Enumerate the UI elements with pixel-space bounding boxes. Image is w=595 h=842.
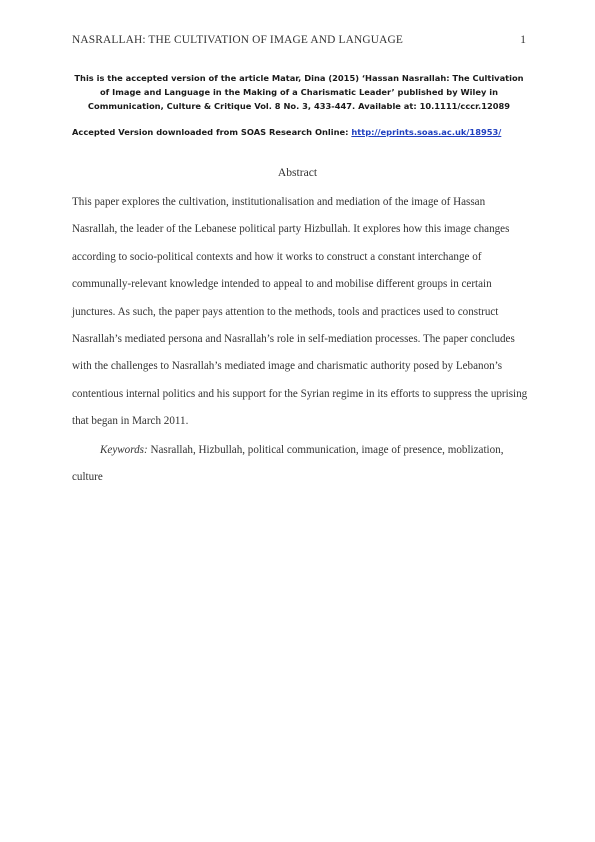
download-statement: [72, 126, 532, 138]
download-label: Accepted Version downloaded from SOAS Research Online:: [72, 127, 352, 137]
keywords-label: Keywords:: [100, 444, 148, 456]
repository-link[interactable]: http://eprints.soas.ac.uk/18953/: [351, 127, 502, 137]
running-head-title: NASRALLAH: THE CULTIVATION OF IMAGE AND LANGUAGE: [72, 34, 403, 46]
abstract-body: This paper explores the cultivation, institutionalisation and mediation of the image of Hassan Nasrallah, the leader of the Lebanese political party Hizbullah. It explores how this image changes according to socio-political contexts and how it works to construct a constant interchange of communally-relevant knowledge intended to appeal to and mobilise different groups in certain junctures. As such, the paper pays attention to the methods, tools and practices used to construct Nasrallah’s mediated persona and Nasrallah’s role in self-mediation processes. The paper concludes with the challenges to Nasrallah’s mediated image and charismatic authority posed by Lebanon’s contentious internal politics and his support for the Syrian regime in its efforts to suppress the uprising that began in March 2011.: [72, 196, 528, 428]
keywords-list: Nasrallah, Hizbullah, political communication, image of presence, moblization, culture: [72, 444, 504, 484]
abstract-heading: Abstract: [277, 166, 318, 179]
keywords-paragraph: [72, 437, 528, 492]
accepted-version-notice: This is the accepted version of the article Matar, Dina (2015) ‘Hassan Nasrallah: The Cultivation of Image and Language in the Making of a Charismatic Leader’ published by Wiley in Communication, Culture & Critique Vol. 8 No. 3, 433-447. Available at: 10.1111/cccr.12089: [74, 73, 524, 111]
page-number: 1: [520, 34, 526, 46]
